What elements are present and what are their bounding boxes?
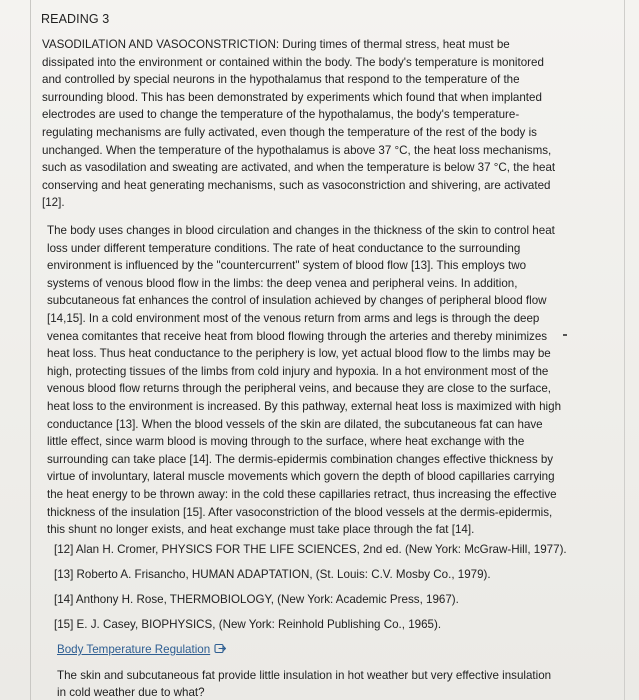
- external-link-icon[interactable]: [214, 643, 227, 659]
- reference-15: [15] E. J. Casey, BIOPHYSICS, (New York: Reinhold Publishing Co., 1965).: [54, 618, 442, 631]
- page-border-right: [624, 0, 625, 700]
- link-label[interactable]: Body Temperature Regulation: [57, 643, 211, 656]
- paragraph-blood-circulation: The body uses changes in blood circulation and changes in the thickness of the skin to control heat loss under different temperature conditions. The rate of heat conductance to the surrounding environment is influenced by the "countercurrent" system of blood flow [13]. This employs two systems of venous blood flow in the limbs: the deep venea and peripheral veins. In addition, subcutaneous fat enhances the control of insulation achieved by changes of peripheral blood flow [14,15]. In a cold environment most of the venous return from arms and legs is through the deep venea comitantes that receive heat from blood flowing through the arteries and thereby minimizes heat loss. Thus heat conductance to the periphery is low, yet actual blood flow to the limbs may be high, protecting tissues of the limbs from cold injury and hypoxia. In a hot environment most of the venous blood flow returns through the peripheral veins, and because they are close to the surface, heat loss to the environment is increased. By this pathway, external heat loss is maximized with high conductance [13]. When the blood vessels of the skin are dilated, the subcutaneous fat can have little effect, since warm blood is moving through to the surface, where heat exchange with the surrounding can take place [14]. The dermis-epidermis combination changes effective thickness by virtue of involuntary, lateral muscle movements which govern the depth of blood capillaries carrying the heat energy to be thrown away: in the cold these capillaries retract, thus increasing the effective thickness of the insulation [15]. After vasoconstriction of the blood vessels at the dermis-epidermis, this shunt no longer exists, and heat exchange must take place through the fat [14].: [47, 224, 562, 537]
- reference-14: [14] Anthony H. Rose, THERMOBIOLOGY, (New York: Academic Press, 1967).: [54, 593, 459, 606]
- body-temperature-regulation-link[interactable]: [57, 642, 227, 659]
- paragraph-vasodilation: VASODILATION AND VASOCONSTRICTION: During times of thermal stress, heat must be dissipated into the environment or contained within the body. The body's temperature is monitored and controlled by special neurons in the hypothalamus that respond to the temperature of the surrounding blood. This has been demonstrated by experiments which found that when implanted electrodes are used to change the temperature of the hypothalamus, the body's temperature-regulating mechanisms are fully activated, even though the temperature of the rest of the body is unchanged. When the temperature of the hypothalamus is above 37 °C, the heat loss mechanisms, such as vasodilation and sweating are activated, and when the temperature is below 37 °C, the heat conserving and heat generating mechanisms, such as vasoconstriction and shivering, are activated [12].: [42, 38, 556, 210]
- question-text: The skin and subcutaneous fat provide little insulation in hot weather but very effective insulation in cold weather due to what?: [57, 669, 552, 699]
- margin-mark: [563, 334, 567, 336]
- reference-12: [12] Alan H. Cromer, PHYSICS FOR THE LIFE SCIENCES, 2nd ed. (New York: McGraw-Hill, 1977).: [54, 543, 567, 556]
- page-border-left: [30, 0, 31, 700]
- reference-13: [13] Roberto A. Frisancho, HUMAN ADAPTATION, (St. Louis: C.V. Mosby Co., 1979).: [54, 568, 491, 581]
- reading-heading: READING 3: [41, 12, 110, 26]
